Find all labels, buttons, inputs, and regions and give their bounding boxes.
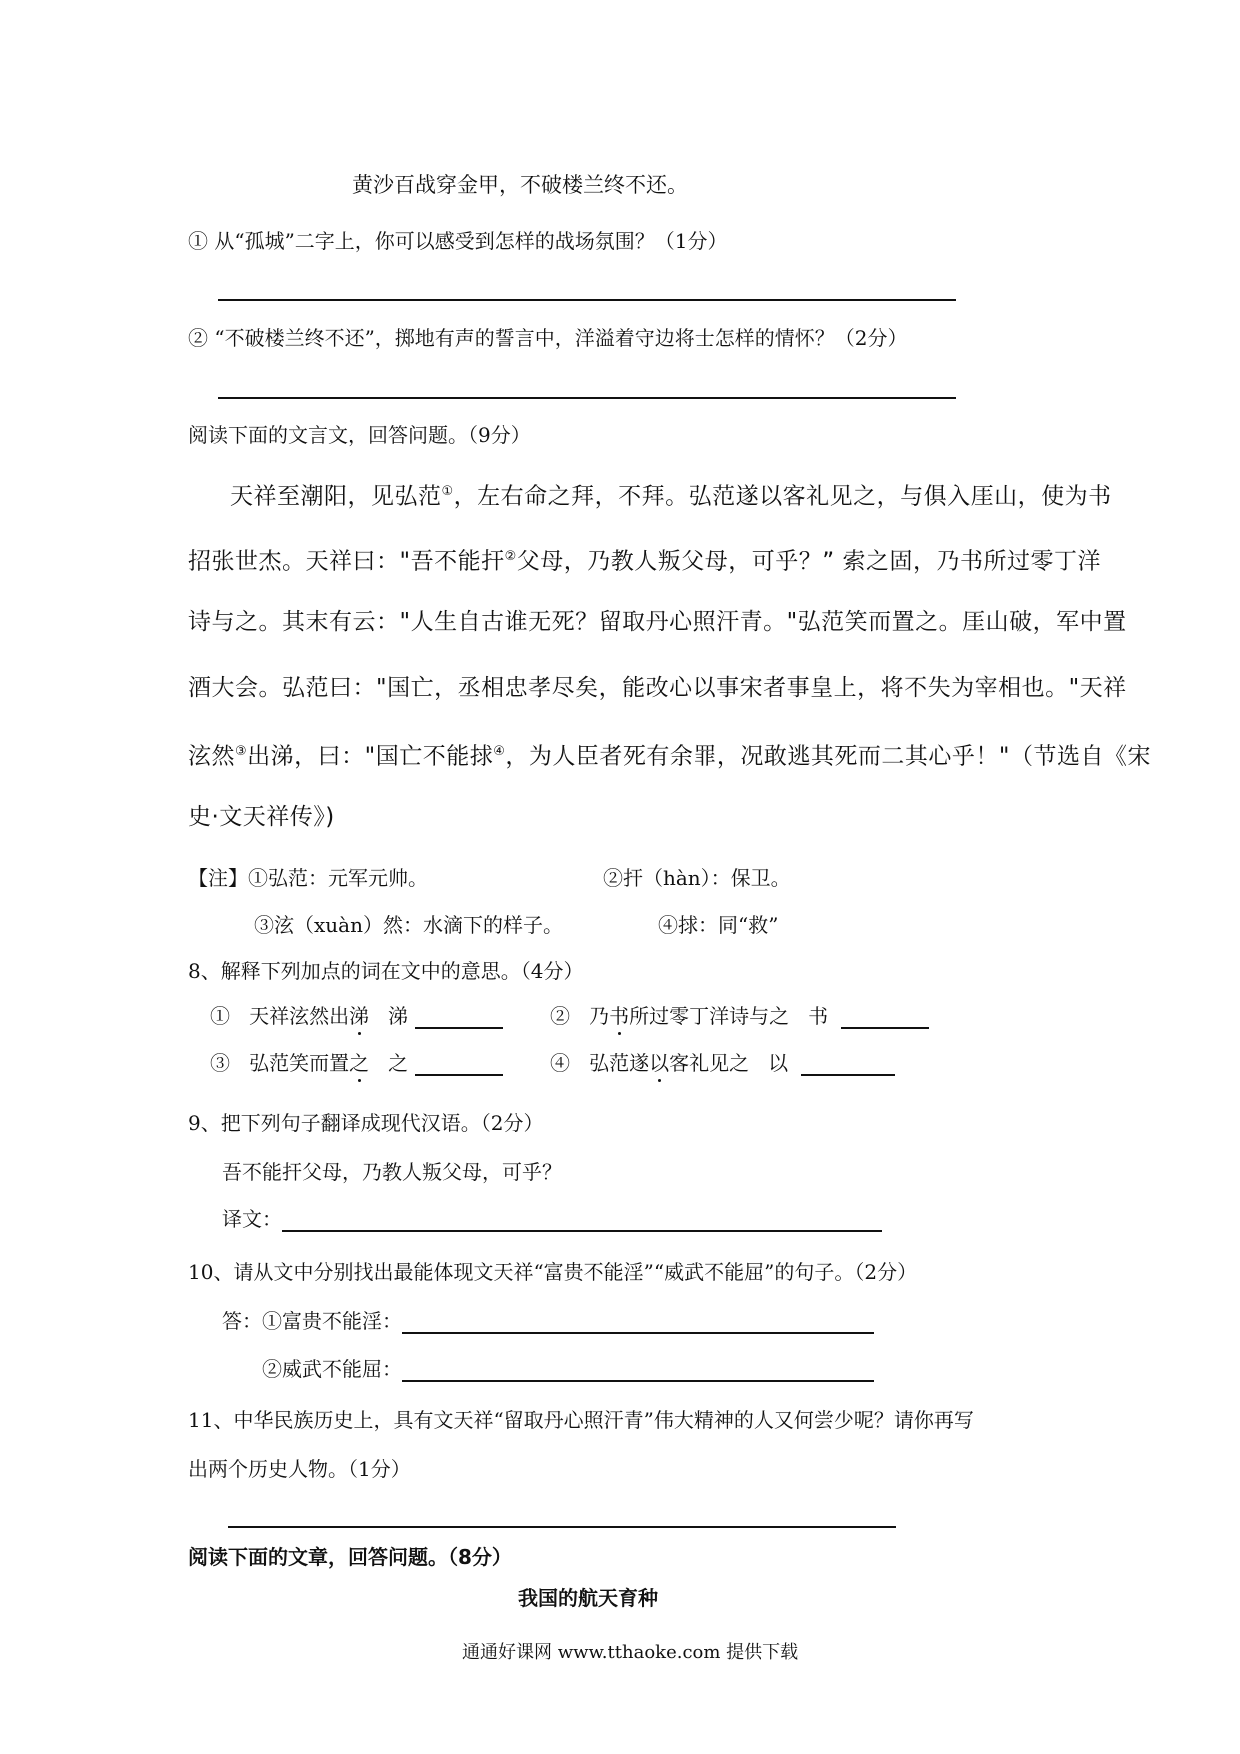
passage-line-2: 招张世杰。天祥曰："吾不能扞②父母，乃教人叛父母，可乎？” 索之固，乃书所过零丁洋 (188, 548, 1101, 575)
notes-label: 【注】 (188, 866, 248, 890)
note-4: ④捄：同“救” (658, 913, 779, 937)
question-9-title: 9、把下列句子翻译成现代汉语。（2分） (188, 1111, 544, 1135)
answer-line-q2 (218, 397, 956, 399)
question-2: ② “不破楼兰终不还”，掷地有声的誓言中，洋溢着守边将士怎样的情怀？（2分） (188, 326, 908, 350)
question-8-title: 8、解释下列加点的词在文中的意思。（4分） (188, 959, 584, 983)
footnote-ref-3: ③ (235, 744, 248, 759)
notes-row-1 (188, 865, 428, 891)
question-11-line-2: 出两个历史人物。（1分） (188, 1457, 411, 1481)
article-title: 我国的航天育种 (518, 1586, 658, 1610)
question-10-answer-2: ②威武不能屈： (262, 1356, 874, 1382)
note-3: ③泫（xuàn）然：水滴下的样子。 (254, 913, 563, 937)
question-9-sentence: 吾不能扞父母，乃教人叛父母，可乎？ (222, 1160, 562, 1184)
answer-blank-power[interactable] (402, 1360, 874, 1382)
footnote-ref-4: ④ (493, 744, 506, 759)
question-10-answer-1: 答：①富贵不能淫： (222, 1308, 874, 1334)
question-1: ① 从“孤城”二字上，你可以感受到怎样的战场氛围？（1分） (188, 229, 728, 253)
question-10-title: 10、请从文中分别找出最能体现文天祥“富贵不能淫”“威武不能屈”的句子。（2分） (188, 1260, 918, 1284)
page-footer: 通通好课网 www.tthaoke.com 提供下载 (462, 1642, 799, 1663)
section-heading-article: 阅读下面的文章，回答问题。（8分） (188, 1545, 512, 1569)
translation-blank[interactable] (282, 1210, 882, 1232)
question-11-line-1: 11、中华民族历史上，具有文天祥“留取丹心照汗青”伟大精神的人又何尝少呢？请你再写 (188, 1408, 974, 1432)
q8-item-3: ③ 弘范笑而置之 之 (210, 1050, 503, 1076)
section-heading-classical: 阅读下面的文言文，回答问题。（9分） (188, 423, 531, 447)
q8-blank-3[interactable] (415, 1054, 503, 1076)
question-9-answer: 译文： (222, 1206, 882, 1232)
q8-blank-2[interactable] (841, 1007, 929, 1029)
passage-line-4: 酒大会。弘范曰："国亡，丞相忠孝尽矣，能改心以事宋者事皇上，将不失为宰相也。"天祥 (188, 675, 1127, 701)
passage-line-3: 诗与之。其末有云："人生自古谁无死？留取丹心照汗青。"弘范笑而置之。厓山破，军中置 (188, 609, 1127, 635)
footnote-ref-1: ① (441, 484, 454, 499)
q8-item-1: ① 天祥泫然出涕 涕 (210, 1003, 503, 1029)
answer-blank-wealth[interactable] (402, 1312, 874, 1334)
poem-line: 黄沙百战穿金甲，不破楼兰终不还。 (352, 173, 688, 197)
passage-line-1: 天祥至潮阳，见弘范①，左右命之拜，不拜。弘范遂以客礼见之，与俱入厓山，使为书 (230, 483, 1112, 510)
note-2: ②扞（hàn）：保卫。 (603, 866, 791, 890)
q8-blank-4[interactable] (801, 1054, 895, 1076)
passage-line-5: 泫然③出涕，曰："国亡不能捄④，为人臣者死有余罪，况敢逃其死而二其心乎！"（节选自《宋 (188, 743, 1151, 770)
passage-line-6: 史·文天祥传》) (188, 804, 335, 830)
answer-line-q11 (228, 1526, 896, 1528)
q8-blank-1[interactable] (415, 1007, 503, 1029)
answer-line-q1 (218, 299, 956, 301)
note-1: ①弘范：元军元帅。 (248, 866, 428, 890)
q8-item-2: ② 乃书所过零丁洋诗与之 书 (550, 1003, 929, 1029)
footnote-ref-2: ② (504, 549, 517, 564)
q8-item-4: ④ 弘范遂以客礼见之 以 (550, 1050, 895, 1076)
